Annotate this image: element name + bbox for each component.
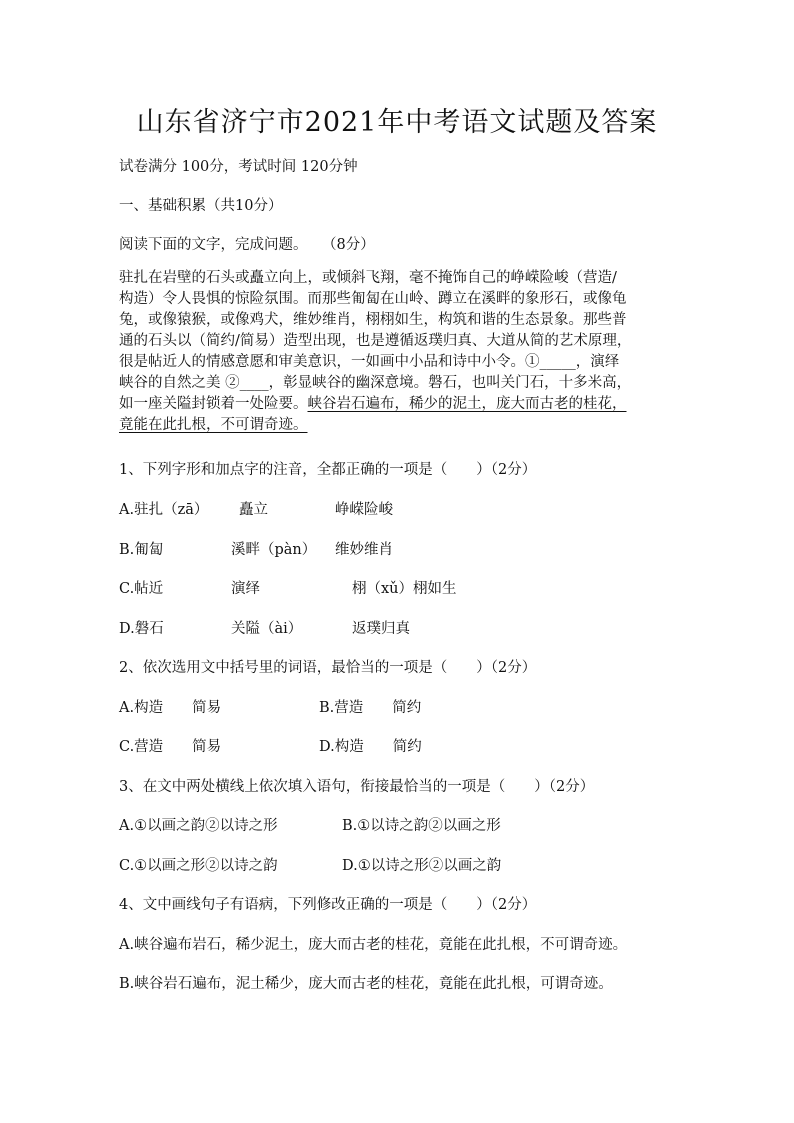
option-d: D.①以诗之形②以画之韵 — [342, 858, 502, 874]
passage-line: 很是帖近人的情感意愿和审美意识，一如画中小品和诗中小令。①_____，演绎 — [119, 354, 620, 370]
option-text: 演绎 — [231, 581, 260, 597]
passage-line: 峡谷的自然之美 ②____，彰显峡谷的幽深意境。磐石，也叫关门石，十多米高， — [119, 375, 632, 391]
option-text: 关隘（ài） — [231, 621, 303, 637]
passage-line — [119, 394, 679, 415]
passage-line: 通的石头以（简约/简易）造型出现，也是遵循返璞归真、大道从简的艺术原理， — [119, 333, 632, 349]
option-b: B.①以诗之韵②以画之形 — [342, 818, 501, 834]
option-text: D.磐石 — [119, 621, 164, 637]
question-2-stem: 2、依次选用文中括号里的词语，最恰当的一项是（ ）（2分） — [119, 660, 537, 676]
passage-line: 构造）令人畏惧的惊险氛围。而那些匍匐在山岭、蹲立在溪畔的象形石，或像龟 — [119, 291, 627, 307]
reading-passage — [119, 268, 679, 436]
passage-text: 如一座关隘封锁着一处险要。 — [119, 396, 308, 412]
option-text: C.帖近 — [119, 581, 164, 597]
option-c: C.①以画之形②以诗之韵 — [119, 858, 278, 874]
instruction: 阅读下面的文字，完成问题。 （8分） — [119, 237, 375, 253]
option-a: A.构造 简易 — [119, 700, 222, 716]
underlined-sentence: 峡谷岩石遍布，稀少的泥土，庞大而古老的桂花， — [307, 396, 627, 412]
section-heading: 一、基础积累（共10分） — [119, 198, 283, 214]
question-4-option-b: B.峡谷岩石遍布，泥土稀少，庞大而古老的桂花，竟能在此扎根，可谓奇迹。 — [119, 976, 613, 992]
option-c: C.营造 简易 — [119, 739, 222, 755]
option-b: B.营造 简约 — [319, 700, 422, 716]
option-text: 矗立 — [239, 502, 268, 518]
question-4-stem: 4、文中画线句子有语病，下列修改正确的一项是（ ）（2分） — [119, 897, 537, 913]
option-text: 溪畔（pàn） — [231, 542, 317, 558]
option-text: A.驻扎（zā） — [119, 502, 209, 518]
option-text: 栩（xǔ）栩如生 — [352, 581, 457, 597]
underlined-sentence: 竟能在此扎根，不可谓奇迹。 — [119, 417, 308, 433]
option-d: D.构造 简约 — [319, 739, 422, 755]
option-text: 返璞归真 — [352, 621, 410, 637]
question-3-stem: 3、在文中两处横线上依次填入语句，衔接最恰当的一项是（ ）（2分） — [119, 779, 595, 795]
passage-line: 驻扎在岩壁的石头或矗立向上，或倾斜飞翔，毫不掩饰自己的峥嵘险峻（营造/ — [119, 270, 617, 286]
page-title: 山东省济宁市2021年中考语文试题及答案 — [136, 107, 658, 138]
passage-line: 兔，或像猿猴，或像鸡犬，维妙维肖，栩栩如生，构筑和谐的生态景象。那些普 — [119, 312, 627, 328]
exam-meta: 试卷满分 100分，考试时间 120分钟 — [119, 159, 358, 175]
question-1-stem: 1、下列字形和加点字的注音，全都正确的一项是（ ）（2分） — [119, 462, 537, 478]
option-text: B.匍匐 — [119, 542, 164, 558]
question-4-option-a: A.峡谷遍布岩石，稀少泥土，庞大而古老的桂花，竟能在此扎根，不可谓奇迹。 — [119, 937, 628, 953]
option-text: 峥嵘险峻 — [335, 502, 393, 518]
option-text: 维妙维肖 — [335, 542, 393, 558]
option-a: A.①以画之韵②以诗之形 — [119, 818, 278, 834]
